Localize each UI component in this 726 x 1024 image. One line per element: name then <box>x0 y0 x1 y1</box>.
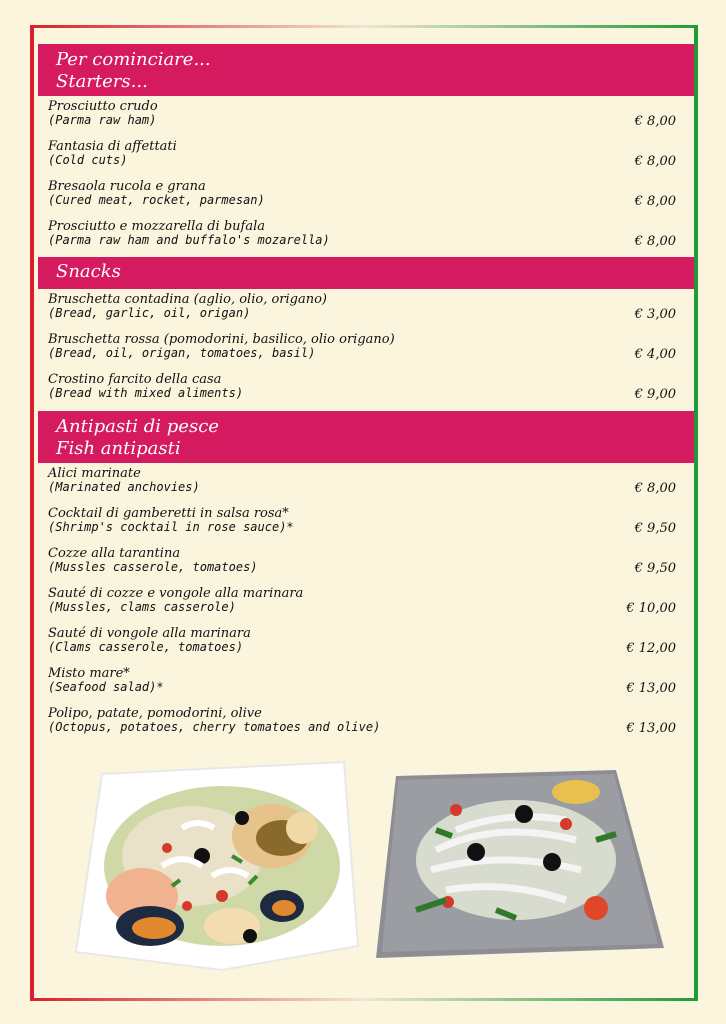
menu-item <box>48 100 676 127</box>
frame-top-border <box>30 25 698 28</box>
item-price: € 8,00 <box>634 114 676 129</box>
item-name-it: Sauté di vongole alla marinara <box>48 626 251 641</box>
section-title-it: Antipasti di pesce <box>56 416 219 437</box>
item-name-en: (Mussles casserole, tomatoes) <box>48 560 258 574</box>
item-name-it: Misto mare* <box>48 666 130 681</box>
item-name-en: (Octopus, potatoes, cherry tomatoes and olive) <box>48 720 381 734</box>
item-name-en: (Mussles, clams casserole) <box>48 600 236 614</box>
item-name-en: (Cold cuts) <box>48 153 128 167</box>
menu-item <box>48 293 676 320</box>
menu-item <box>48 627 676 654</box>
item-name-it: Prosciutto crudo <box>48 99 158 114</box>
item-name-en: (Parma raw ham) <box>48 113 157 127</box>
item-price: € 8,00 <box>634 194 676 209</box>
menu-item <box>48 507 676 534</box>
item-name-en: (Seafood salad)* <box>48 680 164 694</box>
item-price: € 8,00 <box>634 234 676 249</box>
item-price: € 8,00 <box>634 481 676 496</box>
item-price: € 4,00 <box>634 347 676 362</box>
menu-item <box>48 180 676 207</box>
item-name-it: Bruschetta rossa (pomodorini, basilico, olio origano) <box>48 332 395 347</box>
frame-bottom-border <box>30 998 698 1001</box>
item-price: € 8,00 <box>634 154 676 169</box>
item-price: € 13,00 <box>626 721 676 736</box>
item-name-it: Polipo, patate, pomodorini, olive <box>48 706 262 721</box>
section-title-it: Per cominciare... <box>56 49 211 70</box>
item-name-en: (Bread, garlic, oil, origan) <box>48 306 251 320</box>
section-header-fish-antipasti <box>38 411 694 463</box>
section-title-it: Snacks <box>56 261 121 282</box>
section-header-starters <box>38 44 694 96</box>
item-name-en: (Marinated anchovies) <box>48 480 200 494</box>
item-name-en: (Cured meat, rocket, parmesan) <box>48 193 265 207</box>
item-price: € 9,50 <box>634 521 676 536</box>
menu-item <box>48 707 676 734</box>
item-price: € 9,00 <box>634 387 676 402</box>
menu-item <box>48 333 676 360</box>
item-price: € 13,00 <box>626 681 676 696</box>
item-name-it: Fantasia di affettati <box>48 139 177 154</box>
section-header-snacks <box>38 257 694 289</box>
item-price: € 9,50 <box>634 561 676 576</box>
item-name-en: (Bread, oil, origan, tomatoes, basil) <box>48 346 316 360</box>
item-name-it: Cocktail di gamberetti in salsa rosa* <box>48 506 289 521</box>
item-name-en: (Shrimp's cocktail in rose sauce)* <box>48 520 294 534</box>
menu-item <box>48 140 676 167</box>
item-name-it: Sauté di cozze e vongole alla marinara <box>48 586 304 601</box>
seafood-salad-plate-photo <box>72 756 362 974</box>
item-name-it: Crostino farcito della casa <box>48 372 222 387</box>
menu-item <box>48 373 676 400</box>
marinated-anchovies-plate-photo <box>376 770 664 958</box>
menu-item <box>48 587 676 614</box>
item-name-it: Prosciutto e mozzarella di bufala <box>48 219 265 234</box>
item-name-it: Cozze alla tarantina <box>48 546 181 561</box>
item-price: € 10,00 <box>626 601 676 616</box>
section-title-en: Starters... <box>56 71 148 92</box>
item-name-en: (Bread with mixed aliments) <box>48 386 244 400</box>
menu-item <box>48 667 676 694</box>
item-name-it: Bruschetta contadina (aglio, olio, origano) <box>48 292 328 307</box>
menu-item <box>48 467 676 494</box>
item-price: € 3,00 <box>634 307 676 322</box>
section-title-en: Fish antipasti <box>56 438 181 459</box>
menu-item <box>48 220 676 247</box>
item-name-en: (Clams casserole, tomatoes) <box>48 640 244 654</box>
item-name-it: Bresaola rucola e grana <box>48 179 206 194</box>
item-name-en: (Parma raw ham and buffalo's mozarella) <box>48 233 330 247</box>
frame-left-border <box>30 25 34 1001</box>
item-price: € 12,00 <box>626 641 676 656</box>
item-name-it: Alici marinate <box>48 466 141 481</box>
menu-item <box>48 547 676 574</box>
frame-right-border <box>694 25 698 1001</box>
